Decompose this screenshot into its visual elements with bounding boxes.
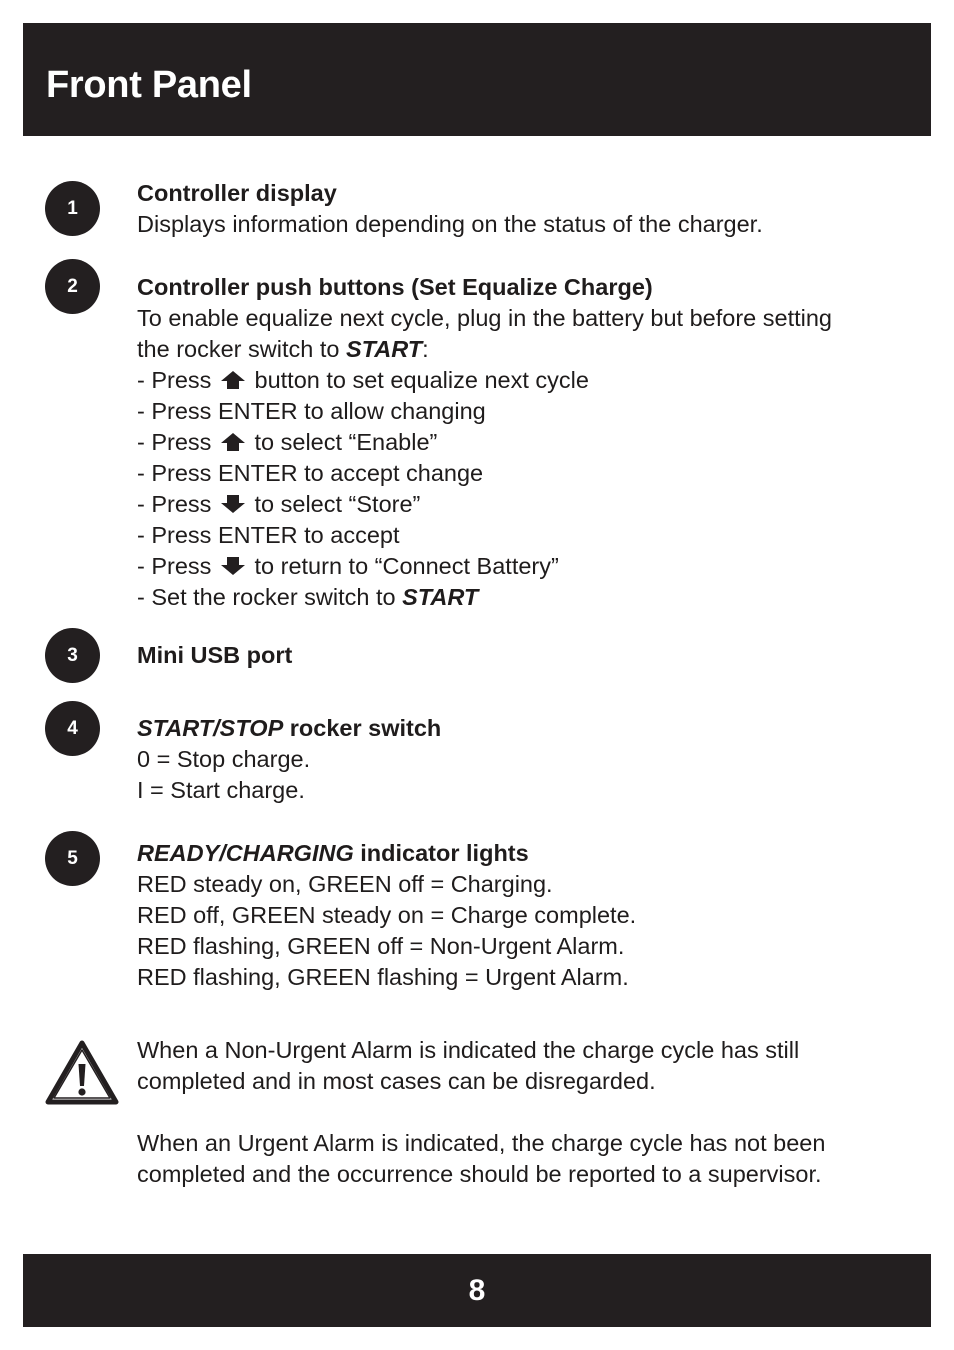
- page-title: Front Panel: [46, 64, 252, 106]
- warning-text: When an Urgent Alarm is indicated, the charge cycle has not been: [137, 1130, 826, 1156]
- detail-line: I = Start charge.: [137, 777, 305, 803]
- step-line: [137, 489, 917, 520]
- detail-line: RED off, GREEN steady on = Charge complete.: [137, 902, 637, 928]
- warning-notes: [137, 1035, 917, 1190]
- warning-text: completed and the occurrence should be reported to a supervisor.: [137, 1161, 822, 1187]
- item-number-badge-4: 4: [45, 701, 100, 756]
- text-run: indicator lights: [353, 840, 529, 866]
- item-controller-push-buttons: [137, 272, 917, 613]
- item-title: [137, 838, 917, 869]
- text-run: - Press: [137, 553, 218, 579]
- emphasis-start: START: [402, 584, 479, 610]
- item-description: Displays information depending on the status of the charger.: [137, 211, 763, 237]
- item-number-badge-5: 5: [45, 831, 100, 886]
- text-run: :: [422, 336, 429, 362]
- intro-line: [137, 334, 917, 365]
- item-title: Controller push buttons (Set Equalize Charge): [137, 274, 653, 300]
- warning-triangle-icon: [45, 1040, 119, 1106]
- step-line: - Press ENTER to accept change: [137, 460, 484, 486]
- warning-text: When a Non-Urgent Alarm is indicated the charge cycle has still: [137, 1037, 800, 1063]
- emphasis-start: START: [345, 336, 423, 362]
- header-bar: [23, 23, 931, 136]
- text-run: rocker switch: [283, 715, 442, 741]
- step-line: - Press ENTER to allow changing: [137, 398, 486, 424]
- item-controller-display: [137, 178, 917, 240]
- detail-line: RED flashing, GREEN flashing = Urgent Alarm.: [137, 964, 629, 990]
- step-line: [137, 582, 917, 613]
- detail-line: RED flashing, GREEN off = Non-Urgent Alarm.: [137, 933, 625, 959]
- warning-text: completed and in most cases can be disregarded.: [137, 1068, 656, 1094]
- text-run: to select “Store”: [247, 491, 421, 517]
- arrow-up-icon: [220, 370, 246, 390]
- item-title: Controller display: [137, 180, 337, 206]
- item-rocker-switch: [137, 713, 917, 806]
- arrow-down-icon: [220, 494, 246, 514]
- item-number-badge-3: 3: [45, 628, 100, 683]
- text-run: - Press: [137, 429, 218, 455]
- item-number-badge-2: 2: [45, 259, 100, 314]
- emphasis-start-stop: START/STOP: [137, 715, 284, 741]
- page-number: 8: [468, 1274, 486, 1307]
- text-run: to select “Enable”: [247, 429, 438, 455]
- step-line: [137, 365, 917, 396]
- step-line: [137, 427, 917, 458]
- paragraph-spacer: [137, 1097, 917, 1128]
- item-indicator-lights: [137, 838, 917, 993]
- step-line: - Press ENTER to accept: [137, 522, 400, 548]
- intro-line: To enable equalize next cycle, plug in the battery but before setting: [137, 305, 833, 331]
- item-title: [137, 713, 917, 744]
- text-run: - Set the rocker switch to: [137, 584, 403, 610]
- item-mini-usb-port: [137, 640, 917, 671]
- text-run: to return to “Connect Battery”: [247, 553, 559, 579]
- detail-line: 0 = Stop charge.: [137, 746, 311, 772]
- emphasis-ready-charging: READY/CHARGING: [137, 840, 354, 866]
- detail-line: RED steady on, GREEN off = Charging.: [137, 871, 553, 897]
- text-run: - Press: [137, 491, 218, 517]
- arrow-up-icon: [220, 432, 246, 452]
- text-run: button to set equalize next cycle: [247, 367, 589, 393]
- arrow-down-icon: [220, 556, 246, 576]
- text-run: - Press: [137, 367, 218, 393]
- step-line: [137, 551, 917, 582]
- item-title: Mini USB port: [137, 642, 293, 668]
- item-number-badge-1: 1: [45, 181, 100, 236]
- footer-bar: [23, 1254, 931, 1327]
- text-run: the rocker switch to: [137, 336, 346, 362]
